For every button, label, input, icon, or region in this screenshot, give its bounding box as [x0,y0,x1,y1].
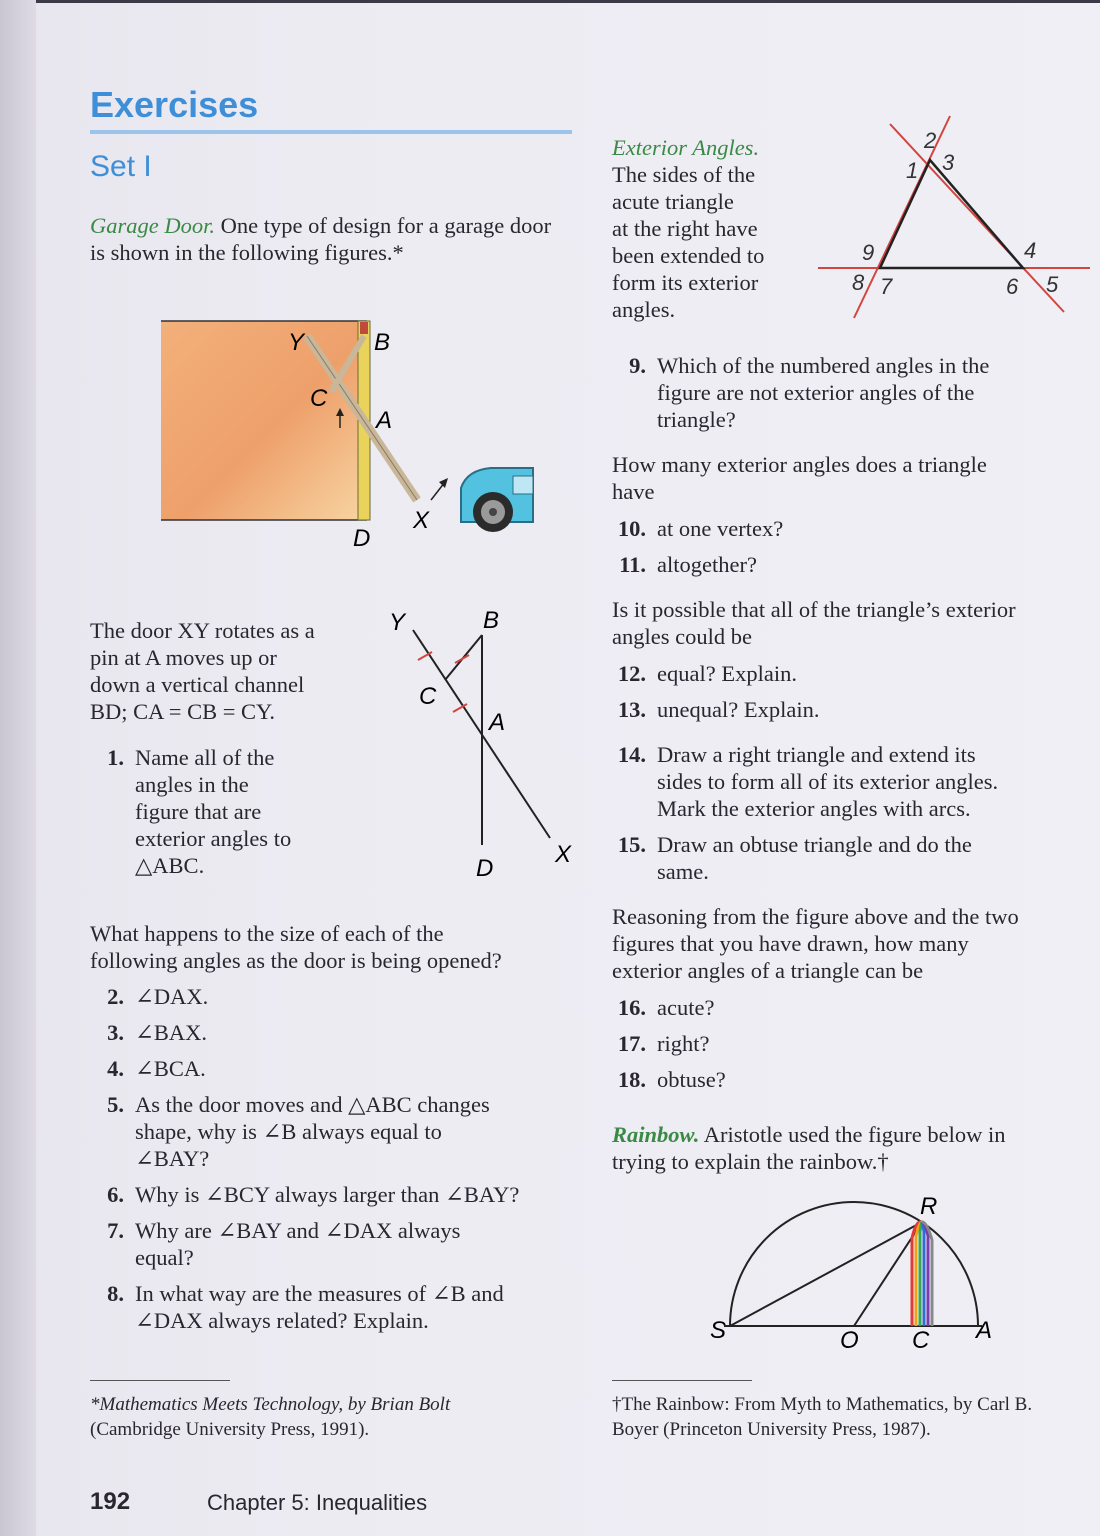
rainbow-title: Rainbow. [612,1122,700,1147]
page-binding-shadow [0,0,36,1536]
diagram-label-x: X [555,841,572,868]
diagram-label-y: Y [389,609,406,636]
footnote-line: (Cambridge University Press, 1991). [90,1419,370,1440]
door-text-line: down a vertical channel [90,672,305,697]
door-text-line: pin at A moves up or [90,645,277,670]
diagram-label-b: B [483,607,500,634]
question-text: equal? Explain. [657,661,797,686]
question-number: 12. [617,661,646,686]
question-text: Why is ∠BCY always larger than ∠BAY? [135,1182,520,1207]
angle-label: 4 [1024,238,1037,263]
question-text [135,1280,575,1334]
question-number: 2. [107,984,124,1009]
angle-label: 1 [906,158,919,183]
photo-label-c: C [310,385,328,412]
footnote-line: Boyer (Princeton University Press, 1987). [612,1419,931,1440]
exterior-line: at the right have [612,216,758,241]
footnote-line: †The Rainbow: From Myth to Mathematics, by Carl B. [612,1394,1033,1415]
question-text: ∠DAX. [135,984,209,1009]
reasoning-prompt [612,903,1096,984]
rainbow-label-s: S [710,1317,727,1344]
opening-question [90,920,570,974]
question-number: 6. [107,1182,124,1207]
question-text [135,744,291,879]
photo-label-b: B [374,329,391,356]
exterior-intro [612,134,812,323]
door-description [90,617,380,725]
page-heading: Exercises [90,84,259,125]
question-line: ∠BAY? [135,1146,210,1171]
rainbow-label-o: O [840,1327,859,1354]
question-number: 16. [617,995,646,1020]
rainbow-bands [912,1222,932,1326]
possible-prompt [612,596,1092,650]
question-number: 9. [629,353,646,378]
footnote-left [90,1392,570,1442]
question-text [657,741,1087,822]
question-number: 10. [617,516,646,541]
door-text-line: BD; CA = CB = CY. [90,699,276,724]
question-text: unequal? Explain. [657,697,820,722]
angle-label: 7 [880,274,893,299]
angle-label: 6 [1006,274,1019,299]
rainbow-line [612,1121,1092,1148]
angle-label: 3 [942,150,955,175]
question-line: Mark the exterior angles with arcs. [657,796,971,821]
opening-line: What happens to the size of each of the [90,921,444,946]
question-text: acute? [657,995,715,1020]
question-text [135,1217,575,1271]
question-number: 11. [619,552,646,577]
exterior-line: been extended to [612,243,765,268]
question-line: exterior angles to [135,826,292,851]
question-number: 7. [107,1218,124,1243]
angle-label: 2 [924,128,937,153]
question-number: 8. [107,1281,124,1306]
question-text [657,831,1087,885]
exterior-title: Exterior Angles. [612,135,760,160]
rainbow-label-c: C [912,1327,930,1354]
diagram-label-d: D [476,855,494,882]
garage-title: Garage Door. [90,213,216,238]
footnote-right [612,1392,1092,1442]
chapter-title: Chapter 5: Inequalities [207,1490,428,1515]
page-number: 192 [90,1488,131,1515]
question-line: Draw a right triangle and extend its [657,742,976,767]
footnote-rule [90,1380,230,1381]
exterior-line: form its exterior [612,270,759,295]
rainbow-label-a: A [976,1317,993,1344]
triangle-shape [880,160,1023,268]
door-text-line: The door XY rotates as a [90,618,315,643]
prompt-line: Is it possible that all of the triangle’s exterior [612,597,1016,622]
prompt-line: have [612,479,655,504]
rainbow-label-r: R [920,1193,938,1220]
footnote-line: *Mathematics Meets Technology, by Brian Bolt [90,1394,451,1415]
door-geometry-diagram [385,600,585,890]
car-icon [461,468,533,532]
question-line: sides to form all of its exterior angles. [657,769,999,794]
question-text: ∠BCA. [135,1056,206,1081]
question-line: equal? [135,1245,194,1270]
set-title: Set I [90,150,152,183]
angle-label: 8 [852,270,865,295]
question-number: 14. [617,742,646,767]
garage-wall [161,321,361,520]
question-line: figure are not exterior angles of the [657,380,975,405]
photo-label-d: D [353,525,371,552]
rainbow-diagram [700,1188,1010,1358]
question-line: shape, why is ∠B always equal to [135,1119,442,1144]
question-number: 5. [107,1092,124,1117]
question-line: Name all of the [135,745,275,770]
footnote-rule [612,1380,752,1381]
garage-intro-text: One type of design for a garage door is shown in the following figures.* [90,213,552,265]
question-line: ∠DAX always related? Explain. [135,1308,429,1333]
question-text [135,1091,575,1172]
garage-intro [90,212,570,266]
photo-label-x: X [413,507,430,534]
exterior-line: angles. [612,297,676,322]
opening-line: following angles as the door is being opened? [90,948,502,973]
question-line: △ABC. [135,853,205,878]
question-text: ∠BAX. [135,1020,207,1045]
question-number: 1. [107,745,124,770]
photo-label-y: Y [288,329,305,356]
garage-door-illustration [155,310,545,560]
question-number: 18. [617,1067,646,1092]
exterior-angles-triangle [812,112,1094,324]
prompt-line: How many exterior angles does a triangle [612,452,987,477]
how-many-prompt [612,451,1092,505]
question-text: at one vertex? [657,516,784,541]
angle-label: 5 [1046,272,1059,297]
question-line: same. [657,859,709,884]
rainbow-semicircle [730,1202,978,1326]
question-line: triangle? [657,407,736,432]
question-text [657,352,1087,433]
page-top-edge [0,0,1100,3]
question-text: obtuse? [657,1067,726,1092]
angle-label: 9 [862,240,875,265]
question-line: Draw an obtuse triangle and do the [657,832,972,857]
question-line: In what way are the measures of ∠B and [135,1281,504,1306]
question-number: 15. [617,832,646,857]
question-line: angles in the [135,772,249,797]
diagram-label-c: C [419,683,437,710]
question-line: figure that are [135,799,262,824]
question-text: altogether? [657,552,757,577]
question-number: 13. [617,697,646,722]
prompt-line: figures that you have drawn, how many [612,931,969,956]
question-line: Which of the numbered angles in the [657,353,990,378]
question-line: As the door moves and △ABC changes [135,1092,490,1117]
heading-rule [90,130,572,134]
diagram-label-a: A [489,709,506,736]
question-line: Why are ∠BAY and ∠DAX always [135,1218,461,1243]
exterior-line: The sides of the [612,162,756,187]
rainbow-intro [612,1121,1092,1175]
exterior-line: acute triangle [612,189,734,214]
line-sr [730,1222,922,1326]
question-number: 4. [107,1056,124,1081]
question-number: 3. [107,1020,124,1045]
prompt-line: exterior angles of a triangle can be [612,958,924,983]
photo-label-a: A [376,407,393,434]
question-number: 17. [617,1031,646,1056]
question-text: right? [657,1031,710,1056]
rainbow-line: trying to explain the rainbow.† [612,1149,889,1174]
rainbow-text: Aristotle used the figure below in [703,1122,1006,1147]
prompt-line: angles could be [612,624,752,649]
prompt-line: Reasoning from the figure above and the two [612,904,1019,929]
